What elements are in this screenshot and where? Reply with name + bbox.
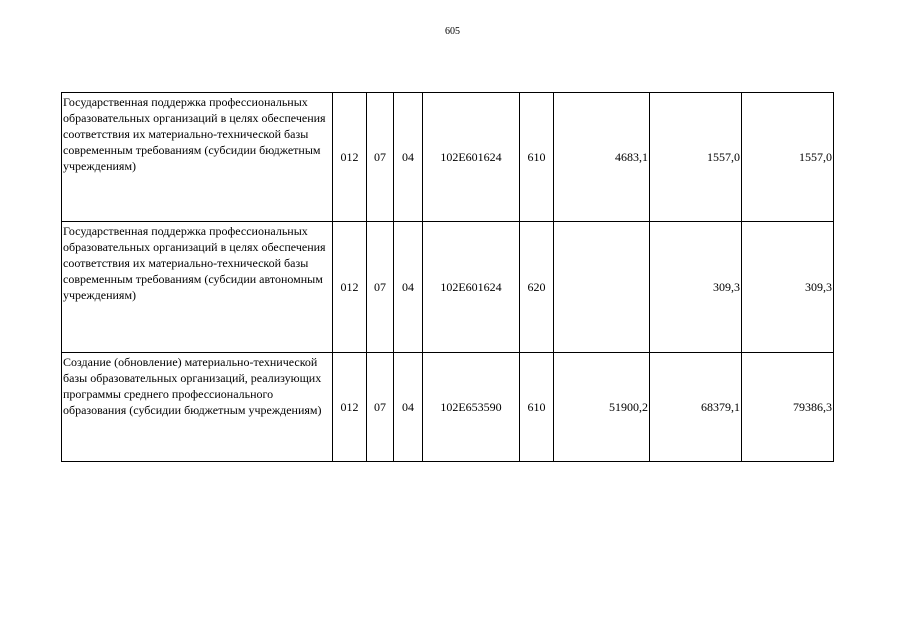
- ministry-code: 012: [333, 353, 367, 462]
- budget-table: [61, 92, 834, 462]
- target-article-code: 102E601624: [423, 222, 520, 353]
- amount-3: 1557,0: [742, 93, 834, 222]
- expense-type-code: 610: [520, 353, 554, 462]
- table-row: [62, 222, 834, 353]
- subsection-code: 04: [394, 93, 423, 222]
- target-article-code: 102E601624: [423, 93, 520, 222]
- row-description: Создание (обновление) материально-технической базы образовательных организаций, реализующих программы среднего профессионального образования (субсидии бюджетным учреждениям): [62, 353, 333, 462]
- ministry-code: 012: [333, 222, 367, 353]
- amount-2: 309,3: [650, 222, 742, 353]
- amount-1: [554, 222, 650, 353]
- amount-1: 4683,1: [554, 93, 650, 222]
- subsection-code: 04: [394, 222, 423, 353]
- amount-2: 68379,1: [650, 353, 742, 462]
- subsection-code: 04: [394, 353, 423, 462]
- expense-type-code: 610: [520, 93, 554, 222]
- row-description: Государственная поддержка профессиональных образовательных организаций в целях обеспечения соответствия их материально-технической базы современным требованиям (субсидии бюджетным учреждениям): [62, 93, 333, 222]
- expense-type-code: 620: [520, 222, 554, 353]
- section-code: 07: [367, 93, 394, 222]
- table-row: [62, 353, 834, 462]
- amount-3: 79386,3: [742, 353, 834, 462]
- amount-1: 51900,2: [554, 353, 650, 462]
- section-code: 07: [367, 222, 394, 353]
- page-number: 605: [445, 26, 460, 37]
- ministry-code: 012: [333, 93, 367, 222]
- amount-3: 309,3: [742, 222, 834, 353]
- section-code: 07: [367, 353, 394, 462]
- target-article-code: 102E653590: [423, 353, 520, 462]
- row-description: Государственная поддержка профессиональных образовательных организаций в целях обеспечения соответствия их материально-технической базы современным требованиям (субсидии автономным учреждениям): [62, 222, 333, 353]
- table-row: [62, 93, 834, 222]
- amount-2: 1557,0: [650, 93, 742, 222]
